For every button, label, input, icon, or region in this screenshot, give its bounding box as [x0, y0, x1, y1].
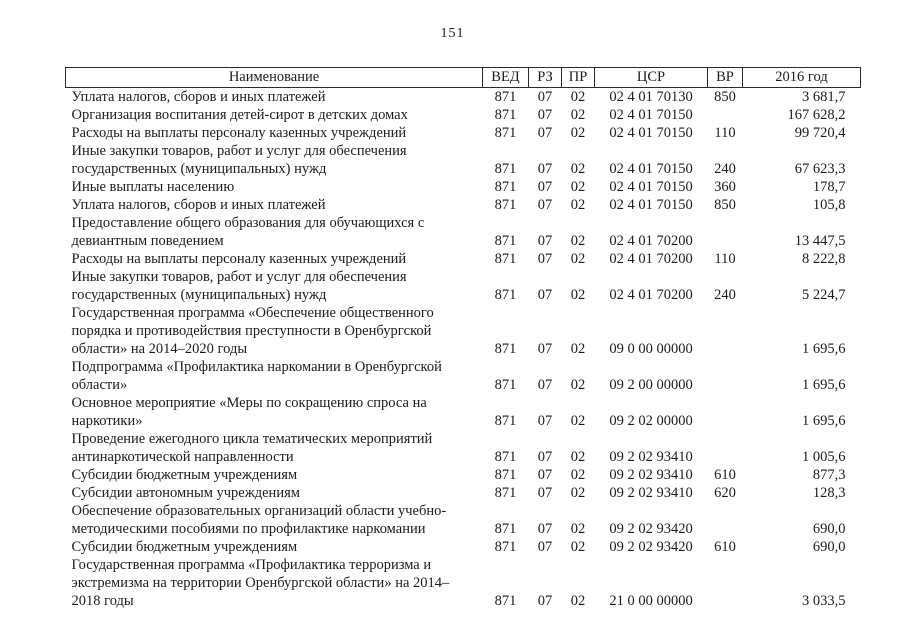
cell-ved: 871: [494, 521, 517, 537]
cell-ved: 871: [494, 161, 517, 177]
cell-rz: 07: [537, 233, 553, 249]
cell-pr: 02: [570, 161, 586, 177]
cell-name: Основное мероприятие «Меры по сокращению спроса на наркотики»: [71, 395, 427, 429]
cell-vr: [708, 502, 743, 538]
cell-csr: 09 2 02 93420: [609, 521, 693, 537]
cell-pr: 02: [570, 107, 586, 123]
cell-rz: 07: [537, 287, 553, 303]
table-row: [66, 124, 861, 142]
table-header: [66, 68, 861, 88]
cell-2016: 690,0: [812, 539, 846, 555]
cell-vr: [708, 556, 743, 610]
cell-pr: 02: [570, 341, 586, 357]
cell-2016: 105,8: [812, 197, 846, 213]
cell-csr: 02 4 01 70200: [609, 251, 693, 267]
cell-name: Иные закупки товаров, работ и услуг для обеспечения государственных (муниципальных) нужд: [71, 269, 407, 303]
cell-2016: 99 720,4: [794, 125, 846, 141]
cell-ved: 871: [494, 179, 517, 195]
cell-rz: 07: [537, 377, 553, 393]
table-row: [66, 394, 861, 430]
cell-name: Иные закупки товаров, работ и услуг для обеспечения государственных (муниципальных) нужд: [71, 143, 407, 177]
header-2016: 2016 год: [743, 68, 861, 88]
cell-rz: 07: [537, 125, 553, 141]
table-row: [66, 268, 861, 304]
table-row: [66, 106, 861, 124]
cell-name: Уплата налогов, сборов и иных платежей: [71, 89, 326, 105]
cell-vr: 610: [714, 539, 736, 555]
table-row: [66, 358, 861, 394]
table-row: [66, 88, 861, 107]
cell-2016: 128,3: [812, 485, 846, 501]
cell-2016: 1 695,6: [802, 341, 846, 357]
table-row: [66, 214, 861, 250]
cell-ved: 871: [494, 377, 517, 393]
cell-csr: 09 2 02 93410: [609, 467, 693, 483]
cell-rz: 07: [537, 179, 553, 195]
cell-vr: 850: [714, 197, 736, 213]
cell-csr: 09 2 00 00000: [609, 377, 693, 393]
cell-pr: 02: [570, 467, 586, 483]
cell-ved: 871: [494, 341, 517, 357]
cell-rz: 07: [537, 593, 553, 609]
header-vr: ВР: [708, 68, 743, 88]
cell-rz: 07: [537, 485, 553, 501]
cell-rz: 07: [537, 467, 553, 483]
cell-pr: 02: [570, 413, 586, 429]
table-header-row: [66, 68, 861, 88]
cell-pr: 02: [570, 377, 586, 393]
cell-pr: 02: [570, 233, 586, 249]
table-body: [66, 88, 861, 611]
table-row: [66, 556, 861, 610]
cell-name: Субсидии бюджетным учреждениям: [71, 467, 298, 483]
cell-csr: 02 4 01 70130: [609, 89, 693, 105]
cell-2016: 1 695,6: [802, 377, 846, 393]
cell-2016: 178,7: [812, 179, 846, 195]
cell-name: Предоставление общего образования для обучающихся с девиантным поведением: [71, 215, 425, 249]
table-row: [66, 538, 861, 556]
cell-pr: 02: [570, 251, 586, 267]
cell-ved: 871: [494, 107, 517, 123]
cell-vr: 110: [714, 251, 736, 267]
cell-2016: 13 447,5: [794, 233, 846, 249]
cell-vr: 110: [714, 125, 736, 141]
cell-name: Субсидии бюджетным учреждениям: [71, 539, 298, 555]
cell-2016: 5 224,7: [802, 287, 846, 303]
cell-ved: 871: [494, 287, 517, 303]
cell-name: Проведение ежегодного цикла тематических мероприятий антинаркотической направленности: [71, 431, 433, 465]
cell-vr: [708, 358, 743, 394]
table-row: [66, 502, 861, 538]
table-row: [66, 466, 861, 484]
cell-name: Обеспечение образовательных организаций области учебно-методическими пособиями по профилактике наркомании: [71, 503, 447, 537]
table-row: [66, 484, 861, 502]
cell-name: Подпрограмма «Профилактика наркомании в Оренбургской области»: [71, 359, 442, 393]
cell-ved: 871: [494, 251, 517, 267]
cell-csr: 02 4 01 70150: [609, 161, 693, 177]
cell-csr: 09 0 00 00000: [609, 341, 693, 357]
cell-rz: 07: [537, 197, 553, 213]
cell-name: Государственная программа «Профилактика терроризма и экстремизма на территории Оренбургской области» на 2014–2018 годы: [71, 557, 450, 609]
cell-pr: 02: [570, 197, 586, 213]
cell-vr: 620: [714, 485, 736, 501]
cell-ved: 871: [494, 233, 517, 249]
cell-rz: 07: [537, 539, 553, 555]
table-row: [66, 304, 861, 358]
cell-ved: 871: [494, 89, 517, 105]
cell-name: Иные выплаты населению: [71, 179, 235, 195]
cell-2016: 167 628,2: [787, 107, 846, 123]
table-row: [66, 430, 861, 466]
cell-vr: [708, 106, 743, 124]
cell-ved: 871: [494, 197, 517, 213]
cell-csr: 02 4 01 70200: [609, 287, 693, 303]
header-pr: ПР: [562, 68, 595, 88]
header-csr: ЦСР: [595, 68, 708, 88]
table-row: [66, 178, 861, 196]
cell-csr: 02 4 01 70150: [609, 179, 693, 195]
cell-ved: 871: [494, 413, 517, 429]
cell-vr: 360: [714, 179, 736, 195]
cell-rz: 07: [537, 89, 553, 105]
cell-name: Субсидии автономным учреждениям: [71, 485, 300, 501]
cell-vr: [708, 304, 743, 358]
cell-2016: 690,0: [812, 521, 846, 537]
cell-ved: 871: [494, 539, 517, 555]
page-number: 151: [440, 26, 465, 41]
cell-rz: 07: [537, 413, 553, 429]
cell-ved: 871: [494, 485, 517, 501]
cell-csr: 09 2 02 00000: [609, 413, 693, 429]
cell-pr: 02: [570, 521, 586, 537]
cell-name: Уплата налогов, сборов и иных платежей: [71, 197, 326, 213]
cell-vr: 850: [714, 89, 736, 105]
header-ved: ВЕД: [483, 68, 529, 88]
table-row: [66, 142, 861, 178]
table-row: [66, 250, 861, 268]
cell-pr: 02: [570, 125, 586, 141]
cell-csr: 09 2 02 93410: [609, 449, 693, 465]
cell-2016: 1 695,6: [802, 413, 846, 429]
cell-pr: 02: [570, 593, 586, 609]
cell-vr: [708, 430, 743, 466]
cell-rz: 07: [537, 107, 553, 123]
cell-name: Расходы на выплаты персоналу казенных учреждений: [71, 251, 407, 267]
header-name: Наименование: [66, 68, 483, 88]
cell-csr: 02 4 01 70150: [609, 197, 693, 213]
cell-vr: [708, 394, 743, 430]
cell-csr: 09 2 02 93420: [609, 539, 693, 555]
cell-vr: [708, 214, 743, 250]
cell-csr: 02 4 01 70150: [609, 107, 693, 123]
cell-name: Организация воспитания детей-сирот в детских домах: [71, 107, 408, 123]
cell-2016: 877,3: [812, 467, 846, 483]
cell-2016: 3 033,5: [802, 593, 846, 609]
cell-name: Государственная программа «Обеспечение общественного порядка и противодействия преступности в Оренбургской области» на 2014–2020 годы: [71, 305, 434, 357]
cell-ved: 871: [494, 125, 517, 141]
cell-vr: 240: [714, 287, 736, 303]
cell-pr: 02: [570, 449, 586, 465]
cell-csr: 21 0 00 00000: [609, 593, 693, 609]
cell-pr: 02: [570, 179, 586, 195]
cell-csr: 09 2 02 93410: [609, 485, 693, 501]
cell-rz: 07: [537, 341, 553, 357]
cell-rz: 07: [537, 251, 553, 267]
cell-ved: 871: [494, 467, 517, 483]
cell-vr: 240: [714, 161, 736, 177]
cell-csr: 02 4 01 70200: [609, 233, 693, 249]
cell-csr: 02 4 01 70150: [609, 125, 693, 141]
header-rz: РЗ: [529, 68, 562, 88]
cell-pr: 02: [570, 539, 586, 555]
cell-name: Расходы на выплаты персоналу казенных учреждений: [71, 125, 407, 141]
cell-ved: 871: [494, 593, 517, 609]
cell-rz: 07: [537, 449, 553, 465]
cell-pr: 02: [570, 287, 586, 303]
cell-2016: 67 623,3: [794, 161, 846, 177]
cell-rz: 07: [537, 161, 553, 177]
budget-table: [65, 67, 861, 610]
cell-rz: 07: [537, 521, 553, 537]
cell-pr: 02: [570, 485, 586, 501]
table-row: [66, 196, 861, 214]
cell-ved: 871: [494, 449, 517, 465]
cell-vr: 610: [714, 467, 736, 483]
cell-2016: 1 005,6: [802, 449, 846, 465]
cell-2016: 8 222,8: [802, 251, 846, 267]
cell-2016: 3 681,7: [802, 89, 846, 105]
cell-pr: 02: [570, 89, 586, 105]
